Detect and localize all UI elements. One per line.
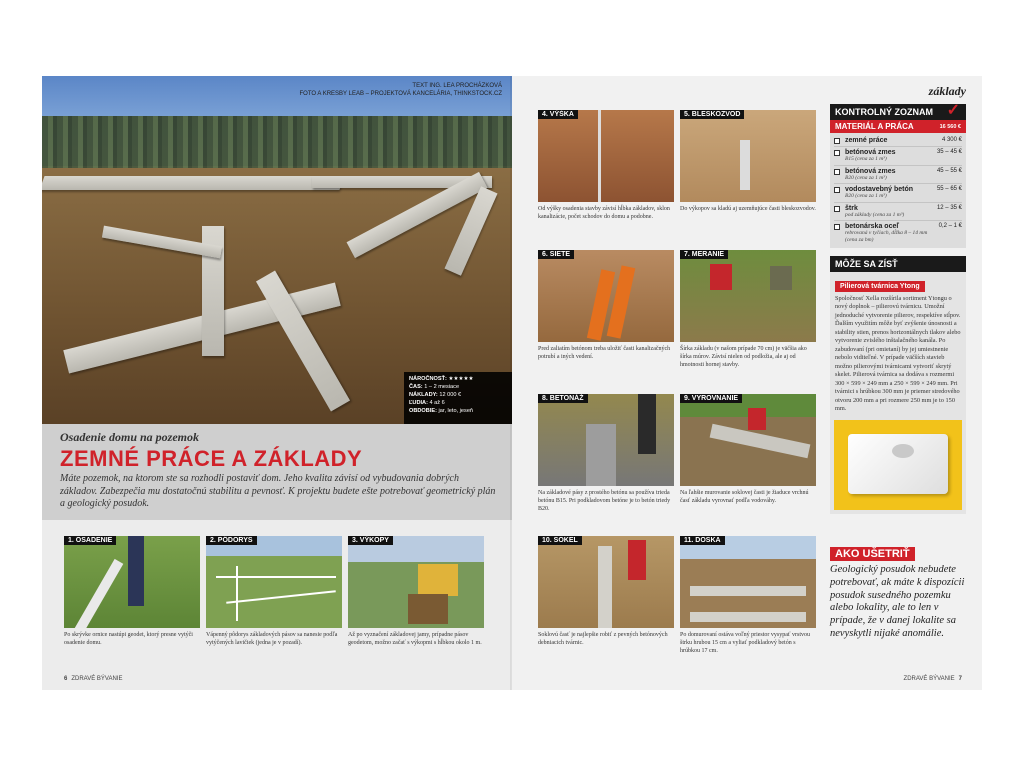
magazine-spread — [42, 76, 982, 690]
stat-cost: NÁKLADY: 12 000 € — [409, 392, 462, 399]
step-label: 5. BLESKOZVOD — [680, 110, 744, 119]
step-photo — [680, 536, 816, 628]
step-caption: Soklovú časť je najlepšie robiť z pevných betónových debniacich tvárnic. — [538, 632, 668, 647]
checklist-items — [830, 133, 966, 248]
right-footer: ZDRAVÉ BÝVANIE 7 — [903, 676, 962, 682]
step-label: 10. SOKEL — [538, 536, 582, 545]
moze-sa-zist-box — [830, 256, 966, 514]
step-doska — [680, 536, 816, 655]
step-photo — [538, 250, 674, 342]
checkbox-icon — [834, 187, 840, 193]
checkbox-icon — [834, 138, 840, 144]
step-betonaz — [538, 394, 674, 513]
step-caption: Vápenný pôdorys základových pásov sa nanesie podľa vytýčených lavičiek (jedna je v pozadí). — [206, 632, 338, 647]
checklist-total: 16 560 € — [939, 123, 961, 130]
step-caption: Na ľahšie murovanie soklovej časti je žiaduce vrchnú časť základu vyrovnať podľa vodováhy. — [680, 490, 809, 505]
stat-people: ĽUDIA: 4 až 6 — [409, 400, 445, 407]
checklist-item: štrk pod základy (cena za 1 m³) 12 – 35 € — [834, 203, 962, 222]
hero-photo — [42, 76, 512, 424]
step-sokel — [538, 536, 674, 647]
ako-usetrit-box — [830, 544, 966, 641]
right-page — [512, 76, 982, 690]
moze-subtitle: Pilierová tvárnica Ytong — [835, 281, 925, 292]
left-page — [42, 76, 512, 690]
step-siete — [538, 250, 674, 361]
save-title: AKO UŠETRIŤ — [830, 547, 915, 561]
step-vyska — [538, 110, 674, 221]
step-label: 8. BETONÁŽ — [538, 394, 588, 403]
moze-text: Spoločnosť Xella rozšírila sortiment Ytongu o nový doplnok – pilierovú tvárnicu. Umožní jednoduché vytvorenie pilierov, respektíve stĺpov. Ďalším využitím môže byť zvýšenie únosnosti a stability stien, prenos horizontálnych tlakov alebo vytvorenie zvislého inštalačného kanála. Po zabudovaní (pri omietaní) by jej umiestnenie nebolo viditeľné. V prípade väčších stavieb možno pilierovými tvárnicami vytvoriť skrytý skelet. Pilierová tvárnica sa dodáva s rozmermi 300 × 599 × 249 mm a 250 × 599 × 249 mm. Pri tvárnici s hrúbkou 300 mm je priemer stredového otvoru 200 mm a pri rozmere 250 mm je to 150 mm. — [835, 294, 961, 413]
step-bleskozvod — [680, 110, 816, 213]
step-photo — [538, 394, 674, 486]
step-label: 7. MERANIE — [680, 250, 728, 259]
checkbox-icon — [834, 169, 840, 175]
step-caption: Až po vyznačení základovej jamy, prípadne pásov geodetom, možno začať s výkopmi s hĺbkou okolo 1 m. — [348, 632, 482, 647]
step-caption: Po skrývke ornice nastúpi geodet, ktorý presne vytýči osadenie domu. — [64, 632, 193, 647]
article-intro — [42, 424, 512, 520]
step-photo — [348, 536, 484, 628]
step-podorys — [206, 536, 342, 647]
checkbox-icon — [834, 150, 840, 156]
step-label: 9. VYROVNANIE — [680, 394, 742, 403]
stat-time: ČAS: 1 – 2 mesiace — [409, 384, 460, 391]
checklist-item: betonárska oceľ rebrovaná v tyčiach, dĺžka 8 – 14 mm (cena za bm) 0,2 – 1 € — [834, 221, 962, 245]
stats-box — [404, 372, 512, 424]
step-label: 11. DOSKA — [680, 536, 725, 545]
step-caption: Pred zaliatím betónom treba uložiť časti kanalizačných potrubí a iných vedení. — [538, 346, 671, 361]
step-photo — [538, 110, 674, 202]
step-photo — [64, 536, 200, 628]
step-label: 1. OSADENIE — [64, 536, 116, 545]
step-photo — [206, 536, 342, 628]
step-caption: Od výšky osadenia stavby závisí hĺbka základov, sklon kanalizácie, počet schodov do domu a podobne. — [538, 206, 670, 221]
step-vykopy — [348, 536, 484, 647]
checklist-item: zemné práce 4 300 € — [834, 135, 962, 147]
step-meranie — [680, 250, 816, 369]
checkbox-icon — [834, 206, 840, 212]
step-label: 3. VÝKOPY — [348, 536, 393, 545]
step-photo — [538, 536, 674, 628]
step-label: 4. VÝŠKA — [538, 110, 578, 119]
checklist-sidebar — [830, 104, 966, 514]
step-label: 2. PÔDORYS — [206, 536, 257, 545]
step-vyrovnanie — [680, 394, 816, 505]
stat-season: OBDOBIE: jar, leto, jeseň — [409, 408, 474, 415]
checklist-subtitle: MATERIÁL A PRÁCA 16 560 € — [830, 120, 966, 133]
step-label: 6. SIETE — [538, 250, 574, 259]
step-photo — [680, 110, 816, 202]
checklist-title: KONTROLNÝ ZOZNAM ✓ — [830, 104, 966, 120]
step-caption: Do výkopov sa kladú aj uzemňujúce časti bleskozvodov. — [680, 206, 816, 212]
step-caption: Na základové pásy z prostého betónu sa používa trieda betónu B15. Pri podkladovom betóne je to betón triedy B20. — [538, 490, 671, 513]
lead-paragraph: Máte pozemok, na ktorom ste sa rozhodli postaviť dom. Jeho kvalita závisí od vybudovania dobrých základov. Zabezpečia mu dostatočnú stabilitu a pevnosť. K projektu budete ešte potrebovať geometrický plán a geologický posudok. — [60, 473, 496, 510]
checkbox-icon — [834, 224, 840, 230]
left-footer: 6 ZDRAVÉ BÝVANIE — [64, 676, 123, 682]
step-osadenie — [64, 536, 200, 647]
article-headline: ZEMNÉ PRÁCE A ZÁKLADY — [60, 446, 363, 471]
photo-credit: TEXT ING. LEA PROCHÁZKOVÁ FOTO A KRESBY LEAB – PROJEKTOVÁ KANCELÁRIA, THINKSTOCK.CZ — [299, 83, 502, 98]
checkmark-icon: ✓ — [946, 102, 960, 119]
step-caption: Šírka základu (v našom prípade 70 cm) je väčšia ako šírka múrov. Závisí nielen od podložia, ale aj od hmotnosti hornej stavby. — [680, 346, 807, 369]
checklist-item: betónová zmes B20 (cena za 1 m³) 45 – 55 € — [834, 166, 962, 185]
checklist-item: vodostavebný betón B20 (cena za 1 m³) 55 – 65 € — [834, 184, 962, 203]
section-title: základy — [928, 84, 966, 98]
moze-title: MÔŽE SA ZÍSŤ — [830, 256, 966, 272]
checklist-item: betónová zmes B15 (cena za 1 m³) 35 – 45 € — [834, 147, 962, 166]
step-photo — [680, 394, 816, 486]
ytong-block-image — [834, 420, 962, 510]
kicker: Osadenie domu na pozemok — [60, 430, 200, 444]
step-caption: Po domurovaní ostáva voľný priestor vysypať vrstvou štrku hrubou 15 cm a vyliať podkladový betón s hrúbkou 17 cm. — [680, 632, 810, 655]
step-photo — [680, 250, 816, 342]
save-text: Geologický posudok nebudete potrebovať, ak máte k dispozícii posudok susedného pozemku alebo lokality, ale to len v prípade, že v danej lokalite sa nevyskytli nijaké anomálie. — [830, 564, 965, 639]
stat-difficulty: NÁROČNOSŤ: ★★★★★ — [409, 376, 474, 382]
